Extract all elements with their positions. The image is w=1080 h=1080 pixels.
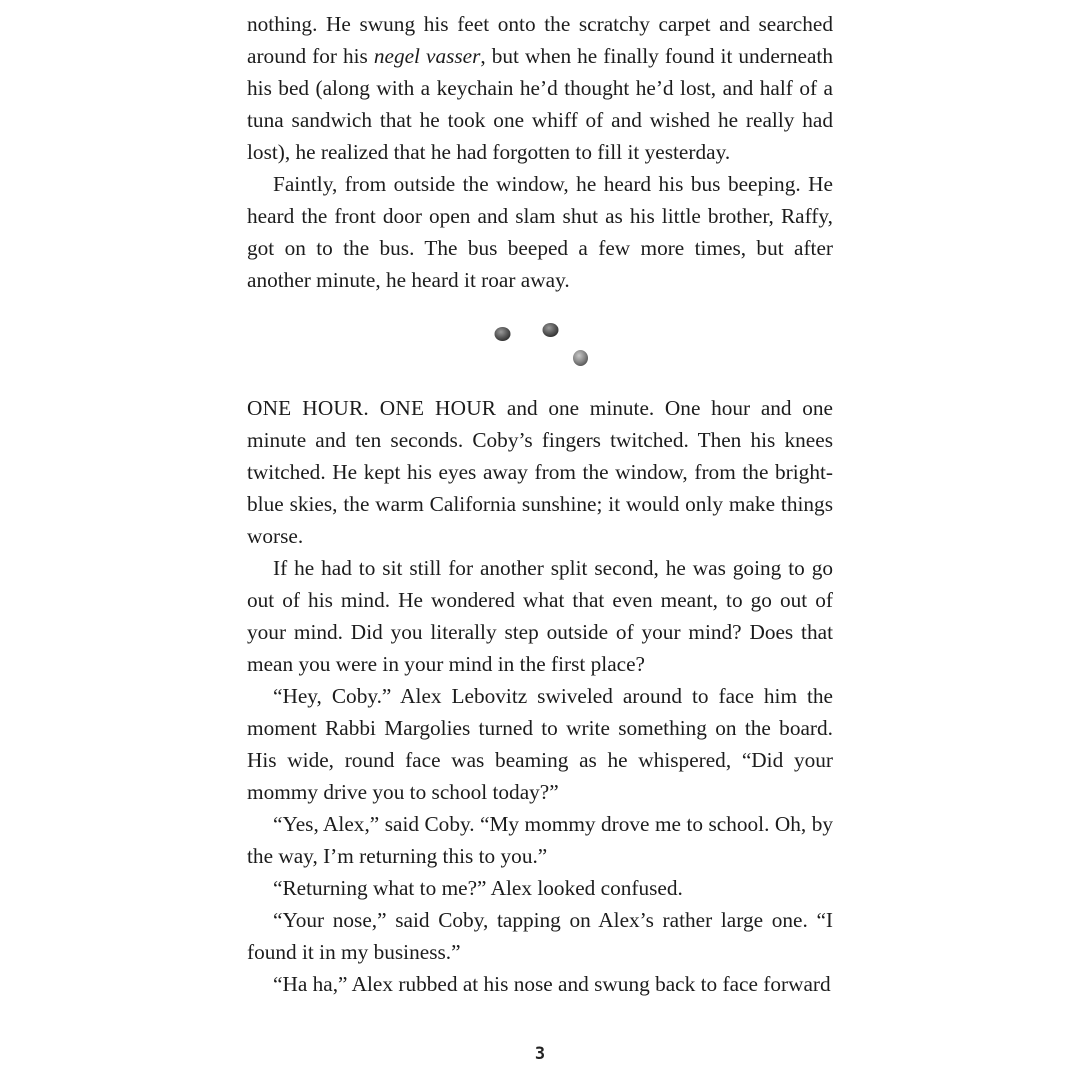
three-dots-section-break-icon bbox=[480, 316, 600, 376]
bottom-text-block bbox=[247, 392, 833, 1000]
ornament-dot bbox=[495, 327, 511, 341]
page-number: 3 bbox=[534, 1044, 546, 1064]
ornament-dot bbox=[543, 323, 559, 337]
paragraph-returning: “Returning what to me?” Alex looked confused. bbox=[273, 876, 683, 900]
chapter-lead-in: ONE HOUR. ONE HOUR bbox=[247, 396, 497, 420]
paragraph-yes-alex: “Yes, Alex,” said Coby. “My mommy drove me to school. Oh, by the way, I’m returning this to you.” bbox=[247, 812, 833, 868]
italic-term: negel vasser bbox=[373, 44, 481, 68]
top-text-block bbox=[247, 8, 833, 296]
ornament-dot bbox=[573, 350, 588, 366]
paragraph-text: and one minute. One hour and one minute and ten seconds. Coby’s fingers twitched. Then his knees twitched. He kept his eyes away from the window, from the bright-blue skies, the warm California sunshine; it would only make things worse. bbox=[247, 396, 834, 548]
paragraph-your-nose: “Your nose,” said Coby, tapping on Alex’s rather large one. “I found it in my business.” bbox=[247, 908, 833, 964]
paragraph-hey-coby: “Hey, Coby.” Alex Lebovitz swiveled around to face him the moment Rabbi Margolies turned to write something on the board. His wide, round face was beaming as he whispered, “Did your mommy drive you to school today?” bbox=[247, 684, 833, 804]
paragraph-text: nothing. He swung his feet onto the scratchy carpet and searched around for his bbox=[247, 12, 833, 68]
paragraph-sit-still: If he had to sit still for another split second, he was going to go out of his mind. He wondered what that even meant, to go out of your mind. Did you literally step outside of your mind? Does that mean you were in your mind in the first place? bbox=[247, 556, 833, 676]
paragraph-one-hour bbox=[247, 392, 833, 552]
paragraph-ha-ha: “Ha ha,” Alex rubbed at his nose and swung back to face forward bbox=[273, 972, 831, 996]
paragraph-text-continued: , but when he finally found it underneath his bed (along with a keychain he’d thought he’d lost, and half of a tuna sandwich that he took one whiff of and wished he really had lost), he realized that he had forgotten to fill it yesterday. bbox=[247, 44, 833, 164]
paragraph-faintly: Faintly, from outside the window, he heard his bus beeping. He heard the front door open and slam shut as his little brother, Raffy, got on to the bus. The bus beeped a few more times, but after another minute, he heard it roar away. bbox=[247, 172, 833, 292]
paragraph-nothing bbox=[247, 8, 833, 168]
